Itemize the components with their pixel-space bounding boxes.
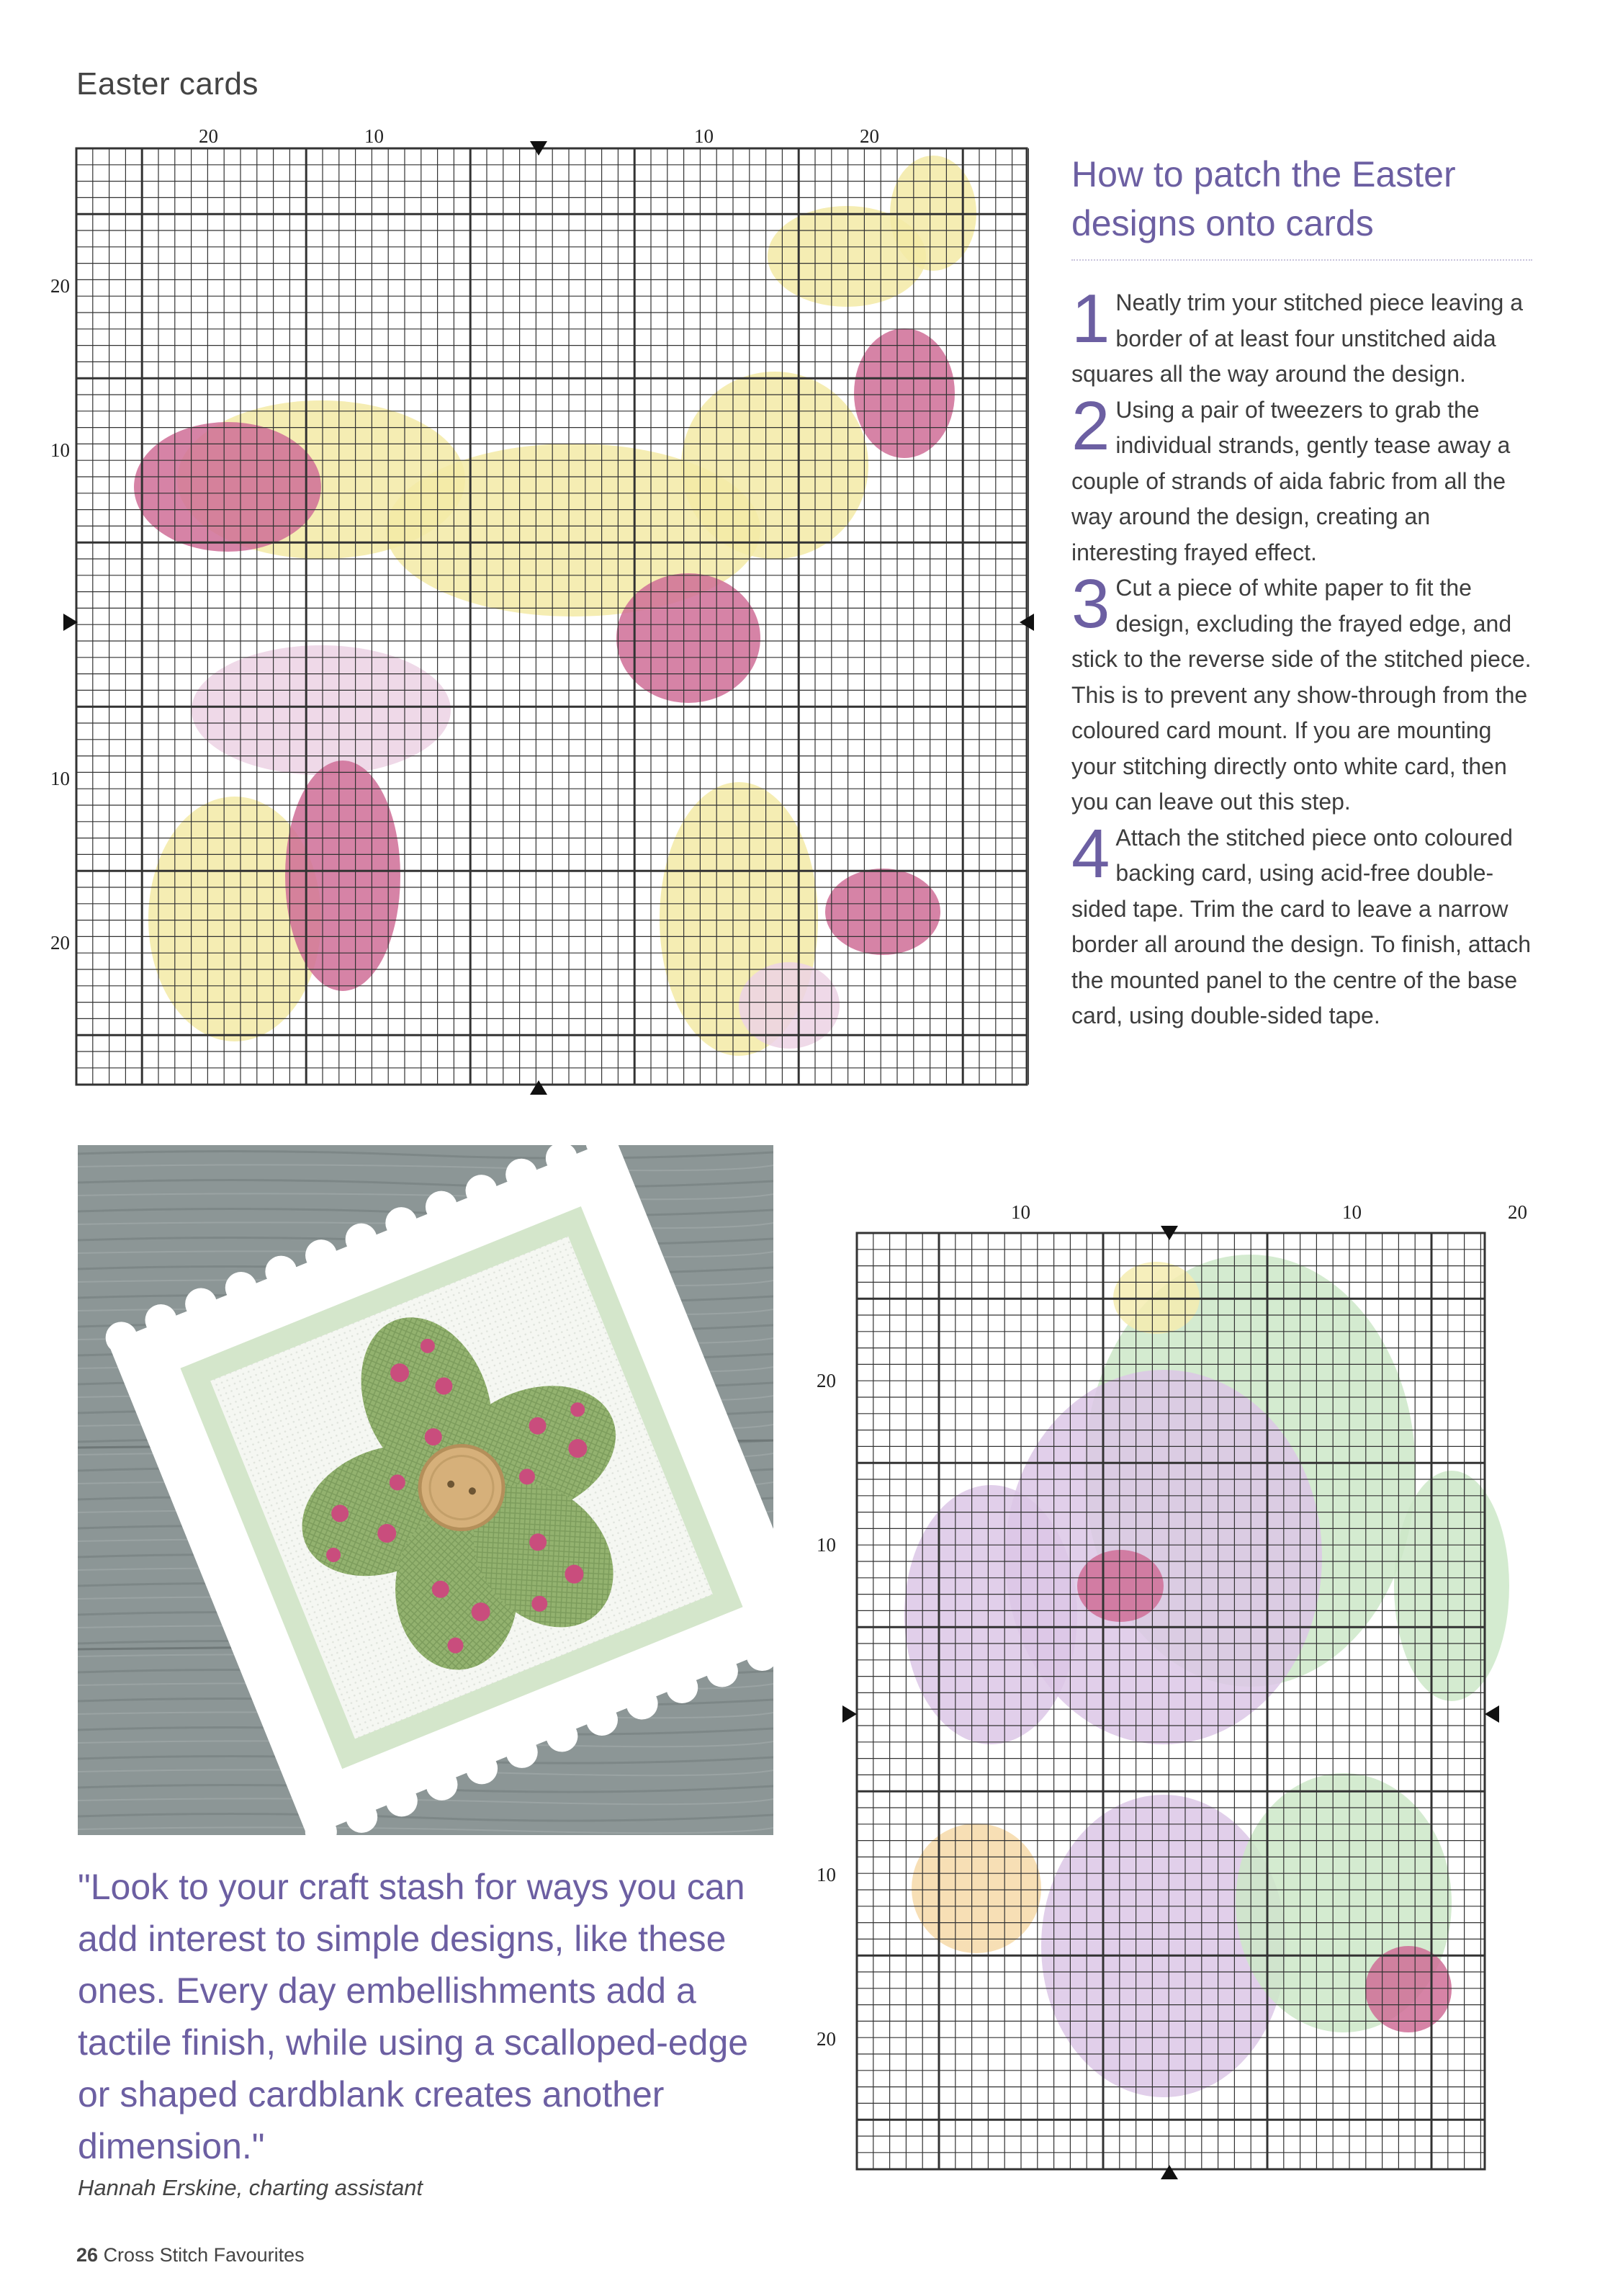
eggs-top-tick: 20: [1508, 1201, 1527, 1223]
step-number: 1: [1071, 280, 1110, 357]
instructions-steps: [1071, 280, 1532, 1034]
bunny-left-tick: 20: [50, 275, 70, 297]
quote-attribution: Hannah Erskine, charting assistant: [78, 2175, 423, 2200]
bunny-top-tick: 10: [694, 125, 714, 147]
step-number: 2: [1071, 387, 1110, 465]
bunny-chart-grid: [69, 127, 1034, 1092]
card-illustration: [78, 1145, 773, 1835]
center-arrow-marker: [842, 1705, 857, 1723]
bunny-top-tick: 20: [199, 125, 218, 147]
eggs-chart-grid: [847, 1211, 1495, 2176]
step-text: Neatly trim your stitched piece leaving a border of at least four unstitched aida squares all the way around the design.: [1071, 290, 1523, 387]
small-egg-fill: [1394, 1471, 1509, 1701]
center-arrow-marker: [1161, 2165, 1178, 2179]
bunny-top-tick: 20: [860, 125, 879, 147]
eggs-top-tick: 10: [1011, 1201, 1030, 1223]
instruction-step: [1071, 280, 1532, 393]
instruction-step: [1071, 387, 1532, 571]
instructions-heading: How to patch the Easter designs onto cards: [1071, 150, 1532, 261]
bunny-bow-fill: [616, 573, 760, 703]
bunny-left-tick: 10: [50, 439, 70, 461]
bunny-motif: [134, 156, 976, 1056]
step-text: Cut a piece of white paper to fit the design, excluding the frayed edge, and stick to the reverse side of the stitched piece. This is to prevent any show-through from the coloured card mount. If you are mounting your stitching directly onto white card, then you can leave out this step.: [1071, 575, 1532, 815]
instruction-step: [1071, 815, 1532, 1034]
page-footer: [76, 2244, 305, 2266]
instruction-step: [1071, 565, 1532, 820]
eggs-left-tick: 10: [817, 1534, 836, 1556]
bunny-paw-fill: [825, 869, 940, 955]
bunny-left-tick: 10: [50, 768, 70, 789]
step-number: 4: [1071, 815, 1110, 892]
center-arrow-marker: [530, 1080, 547, 1095]
eggs-left-tick: 20: [817, 2028, 836, 2050]
bunny-tail-fill: [134, 422, 321, 552]
pull-quote: "Look to your craft stash for ways you can add interest to simple designs, like these ones. Every day embellishments add a tactile finish, while using a scalloped-edge or shaped cardblank creates another dimension.": [78, 1867, 749, 2166]
bunny-leg-fill: [285, 761, 400, 991]
step-number: 3: [1071, 565, 1110, 642]
bunny-chart: [50, 125, 1034, 1092]
eggs-top-tick: 10: [1342, 1201, 1362, 1223]
bunny-head-fill: [681, 372, 868, 559]
bunny-top-tick: 10: [364, 125, 384, 147]
page-number: 26: [76, 2244, 99, 2266]
eggs-chart: [817, 1201, 1527, 2176]
section-title: Easter cards: [76, 66, 258, 102]
instructions-panel: [1071, 150, 1532, 1034]
egg-fill: [912, 1824, 1041, 1953]
publication-name: Cross Stitch Favourites: [103, 2244, 305, 2266]
finished-card-photo: [78, 1145, 773, 1835]
eggs-left-tick: 10: [817, 1864, 836, 1885]
bunny-left-tick: 20: [50, 932, 70, 954]
step-text: Using a pair of tweezers to grab the individual strands, gently tease away a couple of strands of aida fabric from all the way around the design, creating an interesting frayed effect.: [1071, 396, 1511, 565]
step-text: Attach the stitched piece onto coloured backing card, using acid-free double-sided tape. Trim the card to leave a narrow border all around the design. To finish, attach the mounted panel to the centre of the base card, using double-sided tape.: [1071, 824, 1532, 1028]
small-egg-fill: [904, 1485, 1077, 1744]
eggs-left-tick: 20: [817, 1370, 836, 1391]
bunny-ear-pink-fill: [854, 328, 955, 458]
center-arrow-marker: [1485, 1705, 1499, 1723]
egg-dot-fill: [1365, 1946, 1452, 2032]
